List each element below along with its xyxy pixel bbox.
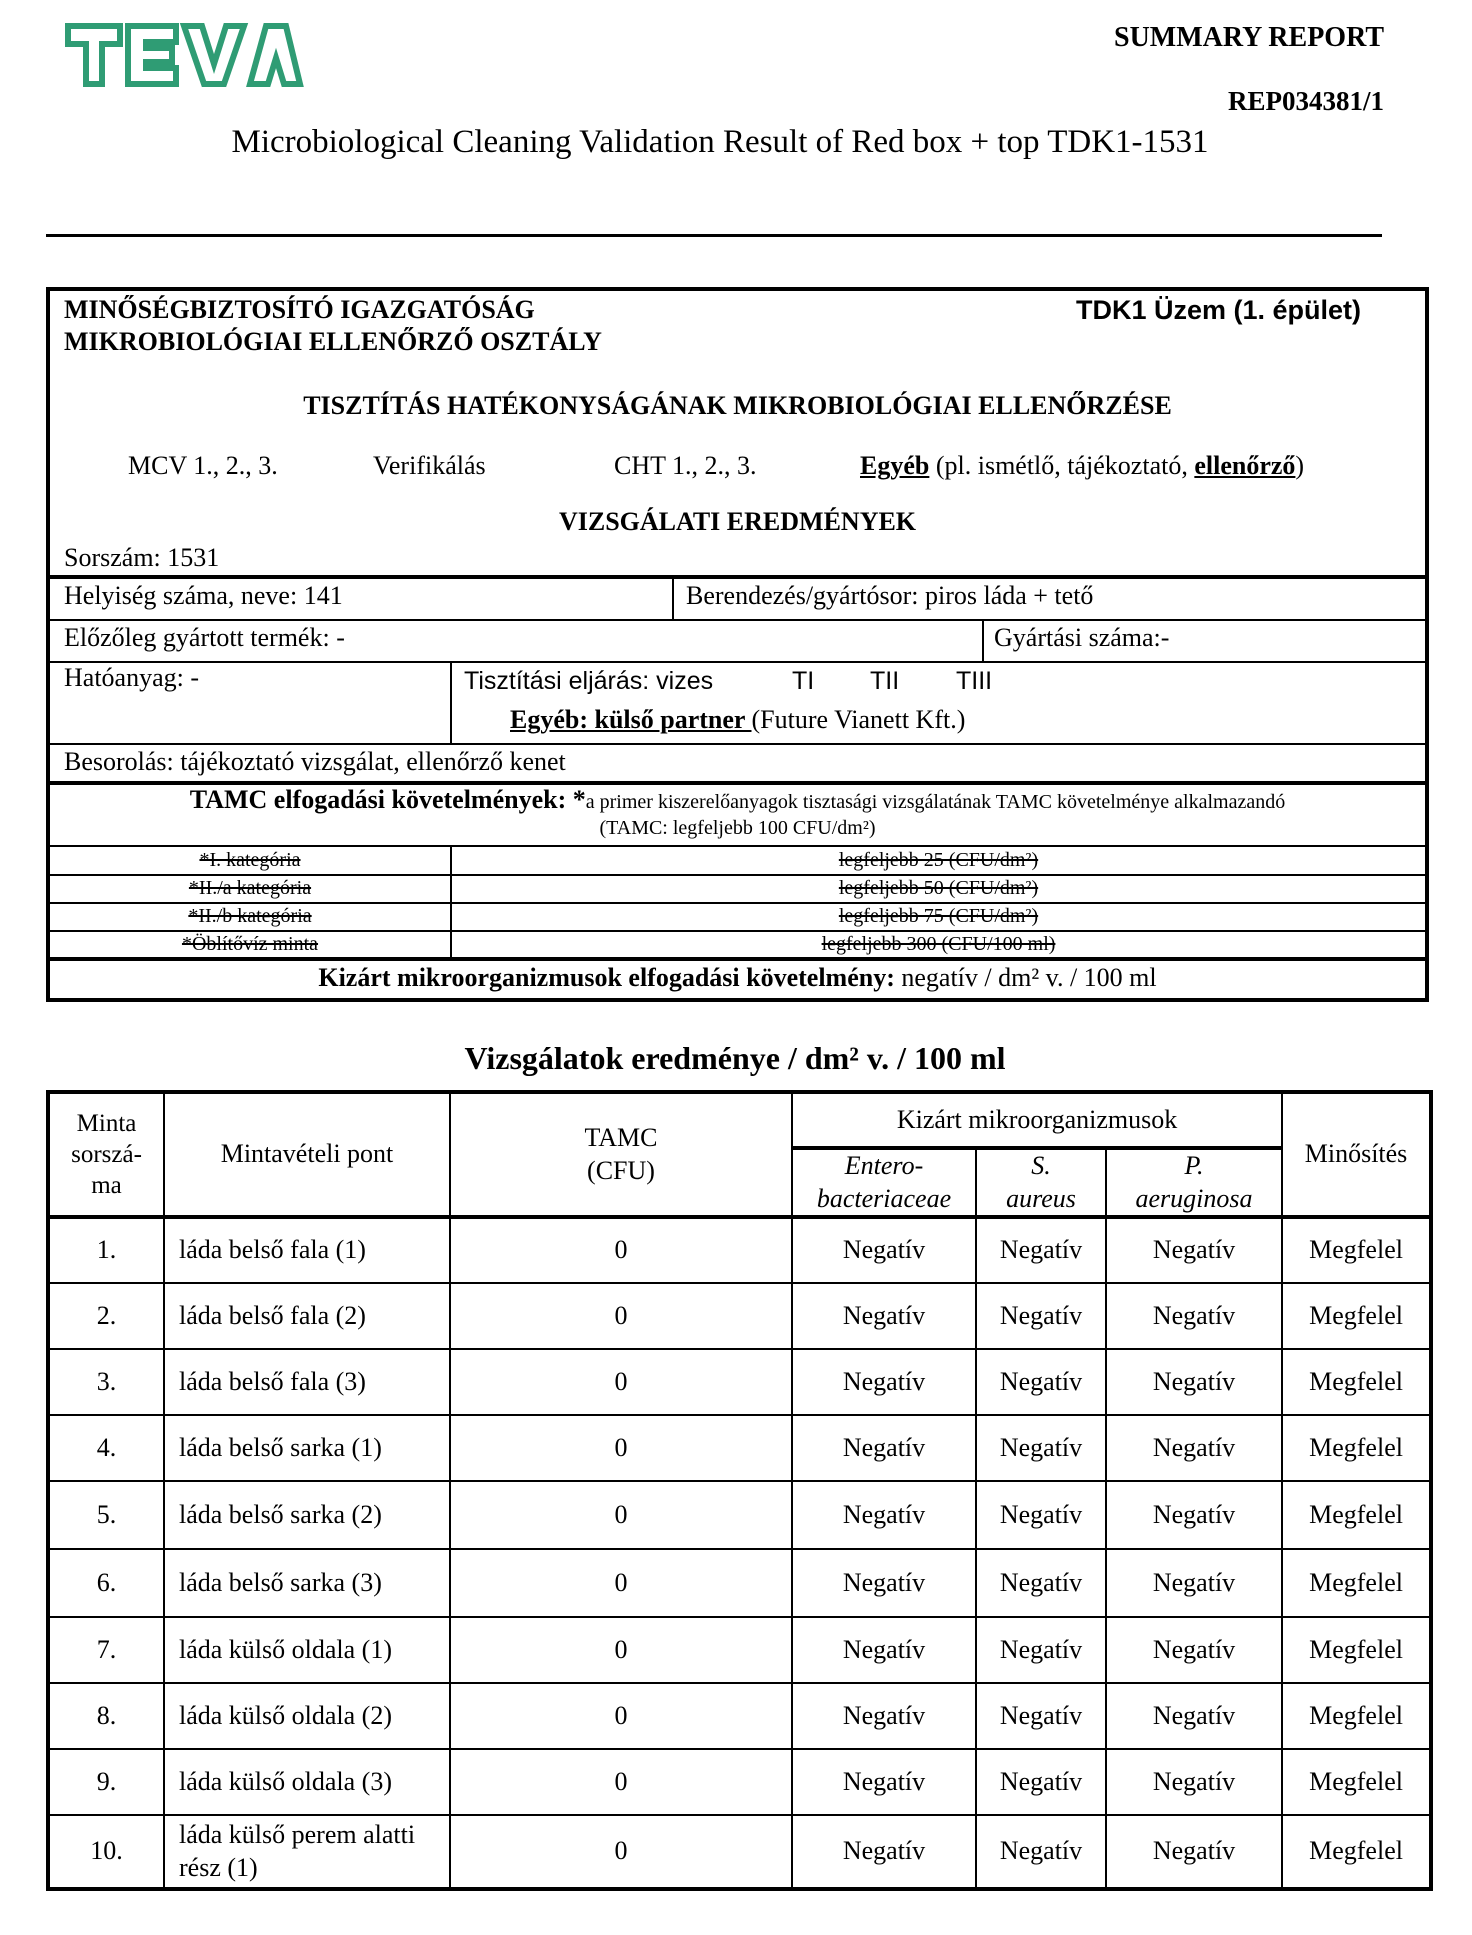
table-row <box>48 1683 1431 1749</box>
category-name: *II./b kategória <box>188 905 312 927</box>
enterobacteriaceae-result: Negatív <box>792 1283 976 1349</box>
s-aureus-result: Negatív <box>976 1549 1106 1617</box>
sample-number: 3. <box>48 1349 164 1415</box>
s-aureus-result: Negatív <box>976 1349 1106 1415</box>
col-s-aureus: S. aureus <box>976 1148 1106 1217</box>
tamc-requirements <box>50 785 1425 815</box>
excluded-requirement <box>50 963 1425 993</box>
report-id: REP034381/1 <box>1227 86 1384 116</box>
results-title: Vizsgálatok eredménye / dm² v. / 100 ml <box>464 1040 1006 1076</box>
category-row <box>50 931 1425 959</box>
table-row <box>48 1617 1431 1683</box>
cleaning-procedure-label: Tisztítási eljárás: vizes <box>464 667 714 695</box>
option-other <box>860 451 1304 481</box>
tamc-value: 0 <box>450 1549 792 1617</box>
results-heading: VIZSGÁLATI EREDMÉNYEK <box>558 507 917 536</box>
s-aureus-result: Negatív <box>976 1481 1106 1549</box>
category-row <box>50 847 1425 875</box>
p-aeruginosa-result: Negatív <box>1106 1217 1282 1283</box>
option-other-paren: (pl. ismétlő, tájékoztató, <box>929 451 1195 480</box>
rating: Megfelel <box>1282 1283 1431 1349</box>
option-verification: Verifikálás <box>373 451 486 480</box>
rating: Megfelel <box>1282 1617 1431 1683</box>
report-type: SUMMARY REPORT <box>1114 22 1384 53</box>
s-aureus-result: Negatív <box>976 1415 1106 1481</box>
col-p-aeruginosa: P. aeruginosa <box>1106 1148 1282 1217</box>
sample-number: 1. <box>48 1217 164 1283</box>
header-rule <box>46 234 1382 237</box>
cleaning-ti: TI <box>792 667 815 695</box>
sampling-point: láda belső fala (1) <box>164 1217 450 1283</box>
table-row <box>48 1815 1431 1889</box>
sampling-point: láda belső fala (2) <box>164 1283 450 1349</box>
equipment-field: Berendezés/gyártósor: piros láda + tető <box>686 581 1094 610</box>
enterobacteriaceae-result: Negatív <box>792 1415 976 1481</box>
option-other-label: Egyéb <box>860 451 930 480</box>
tamc-value: 0 <box>450 1617 792 1683</box>
p-aeruginosa-result: Negatív <box>1106 1283 1282 1349</box>
p-aeruginosa-result: Negatív <box>1106 1617 1282 1683</box>
p-aeruginosa-result: Negatív <box>1106 1549 1282 1617</box>
tamc-limit-note: (TAMC: legfeljebb 100 CFU/dm²) <box>599 817 876 839</box>
col-sample: Minta sorszá-ma <box>48 1092 164 1217</box>
sampling-point: láda külső oldala (2) <box>164 1683 450 1749</box>
p-aeruginosa-result: Negatív <box>1106 1683 1282 1749</box>
cleaning-tiii: TIII <box>956 667 993 695</box>
sample-number: 6. <box>48 1549 164 1617</box>
rating: Megfelel <box>1282 1217 1431 1283</box>
tamc-value: 0 <box>450 1481 792 1549</box>
sampling-point: láda külső perem alatti rész (1) <box>164 1815 450 1889</box>
sample-number: 7. <box>48 1617 164 1683</box>
s-aureus-result: Negatív <box>976 1617 1106 1683</box>
form-heading: TISZTÍTÁS HATÉKONYSÁGÁNAK MIKROBIOLÓGIAI ELLENŐRZÉSE <box>303 391 1172 420</box>
col-rating: Minősítés <box>1282 1092 1431 1217</box>
category-name: *I. kategória <box>199 849 301 871</box>
enterobacteriaceae-result: Negatív <box>792 1349 976 1415</box>
tamc-label: TAMC elfogadási követelmények: * <box>189 785 586 814</box>
s-aureus-result: Negatív <box>976 1217 1106 1283</box>
category-row <box>50 875 1425 903</box>
category-limit: legfeljebb 50 (CFU/dm²) <box>838 877 1039 899</box>
table-row <box>48 1481 1431 1549</box>
option-other-close: ) <box>1295 451 1305 480</box>
enterobacteriaceae-result: Negatív <box>792 1683 976 1749</box>
serial-number: Sorszám: 1531 <box>64 543 220 572</box>
rating: Megfelel <box>1282 1415 1431 1481</box>
tamc-value: 0 <box>450 1283 792 1349</box>
tamc-value: 0 <box>450 1415 792 1481</box>
other-partner-name: (Future Vianett Kft.) <box>751 705 966 734</box>
rating: Megfelel <box>1282 1481 1431 1549</box>
dept-line2: MIKROBIOLÓGIAI ELLENŐRZŐ OSZTÁLY <box>64 327 602 356</box>
option-mcv: MCV 1., 2., 3. <box>128 451 278 480</box>
tamc-note: a primer kiszerelőanyagok tisztasági vizsgálatának TAMC követelménye alkalmazandó <box>585 791 1286 813</box>
sample-number: 8. <box>48 1683 164 1749</box>
sampling-point: láda külső oldala (3) <box>164 1749 450 1815</box>
report-form <box>46 287 1429 1002</box>
sampling-point: láda belső sarka (3) <box>164 1549 450 1617</box>
p-aeruginosa-result: Negatív <box>1106 1415 1282 1481</box>
p-aeruginosa-result: Negatív <box>1106 1481 1282 1549</box>
sampling-point: láda belső fala (3) <box>164 1349 450 1415</box>
tamc-value: 0 <box>450 1349 792 1415</box>
option-cht: CHT 1., 2., 3. <box>614 451 757 480</box>
p-aeruginosa-result: Negatív <box>1106 1815 1282 1889</box>
enterobacteriaceae-result: Negatív <box>792 1749 976 1815</box>
active-ingredient-field: Hatóanyag: - <box>64 663 200 692</box>
rating: Megfelel <box>1282 1549 1431 1617</box>
sample-number: 2. <box>48 1283 164 1349</box>
sample-number: 4. <box>48 1415 164 1481</box>
p-aeruginosa-result: Negatív <box>1106 1749 1282 1815</box>
rating: Megfelel <box>1282 1749 1431 1815</box>
category-name: *II./a kategória <box>188 877 312 899</box>
other-partner <box>510 705 965 735</box>
enterobacteriaceae-result: Negatív <box>792 1617 976 1683</box>
rating: Megfelel <box>1282 1349 1431 1415</box>
category-limit: legfeljebb 75 (CFU/dm²) <box>838 905 1039 927</box>
table-row <box>48 1349 1431 1415</box>
col-excluded: Kizárt mikroorganizmusok <box>792 1092 1282 1148</box>
rating: Megfelel <box>1282 1683 1431 1749</box>
col-enterobacteriaceae: Entero-bacteriaceae <box>792 1148 976 1217</box>
col-tamc: TAMC (CFU) <box>450 1092 792 1217</box>
category-limit: legfeljebb 25 (CFU/dm²) <box>838 849 1039 871</box>
category-name: *Öblítővíz minta <box>181 933 319 955</box>
table-row <box>48 1749 1431 1815</box>
enterobacteriaceae-result: Negatív <box>792 1217 976 1283</box>
classification-field: Besorolás: tájékoztató vizsgálat, ellenőrző kenet <box>64 747 566 776</box>
s-aureus-result: Negatív <box>976 1815 1106 1889</box>
tamc-value: 0 <box>450 1749 792 1815</box>
sampling-point: láda külső oldala (1) <box>164 1617 450 1683</box>
excluded-label: Kizárt mikroorganizmusok elfogadási követelmény: <box>318 963 895 992</box>
s-aureus-result: Negatív <box>976 1683 1106 1749</box>
batch-number-field: Gyártási száma:- <box>994 623 1170 652</box>
table-row <box>48 1283 1431 1349</box>
sampling-point: láda belső sarka (1) <box>164 1415 450 1481</box>
category-limit: legfeljebb 300 (CFU/100 ml) <box>821 933 1056 955</box>
previous-product-field: Előzőleg gyártott termék: - <box>64 623 345 652</box>
cleaning-tii: TII <box>870 667 900 695</box>
tamc-value: 0 <box>450 1217 792 1283</box>
sample-number: 10. <box>48 1815 164 1889</box>
sampling-point: láda belső sarka (2) <box>164 1481 450 1549</box>
room-field: Helyiség száma, neve: 141 <box>64 581 343 610</box>
plant-name: TDK1 Üzem (1. épület) <box>1075 295 1361 325</box>
enterobacteriaceae-result: Negatív <box>792 1815 976 1889</box>
table-row <box>48 1217 1431 1283</box>
s-aureus-result: Negatív <box>976 1749 1106 1815</box>
s-aureus-result: Negatív <box>976 1283 1106 1349</box>
enterobacteriaceae-result: Negatív <box>792 1549 976 1617</box>
document-title: Microbiological Cleaning Validation Result of Red box + top TDK1-1531 <box>231 124 1209 160</box>
enterobacteriaceae-result: Negatív <box>792 1481 976 1549</box>
table-row <box>48 1415 1431 1481</box>
table-row <box>48 1549 1431 1617</box>
dept-line1: MINŐSÉGBIZTOSÍTÓ IGAZGATÓSÁG <box>64 295 535 324</box>
results-table <box>46 1090 1433 1891</box>
tamc-value: 0 <box>450 1683 792 1749</box>
col-sampling-point: Mintavételi pont <box>164 1092 450 1217</box>
sample-number: 5. <box>48 1481 164 1549</box>
tamc-value: 0 <box>450 1815 792 1889</box>
other-partner-label: Egyéb: külső partner <box>510 705 752 734</box>
option-other-control: ellenőrző <box>1194 451 1296 480</box>
category-row <box>50 903 1425 931</box>
rating: Megfelel <box>1282 1815 1431 1889</box>
excluded-value: negatív / dm² v. / 100 ml <box>894 963 1157 992</box>
teva-logo <box>64 18 304 92</box>
sample-number: 9. <box>48 1749 164 1815</box>
p-aeruginosa-result: Negatív <box>1106 1349 1282 1415</box>
